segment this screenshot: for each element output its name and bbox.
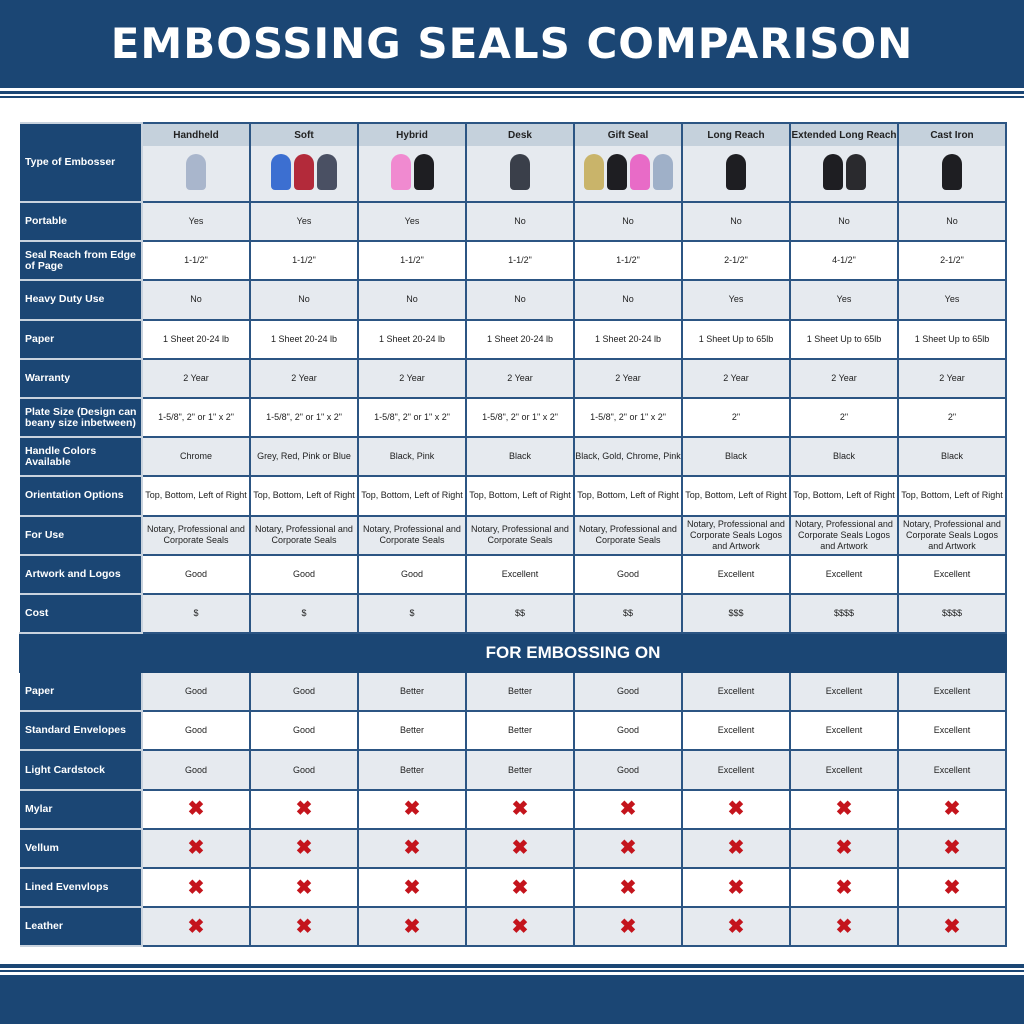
row-label: Standard Envelopes [20,711,142,750]
comparison-table [19,122,1007,947]
table-row [20,398,1006,437]
table-cell: 1-5/8", 2" or 1" x 2" [250,398,358,437]
column-header: Extended Long Reach [790,123,898,146]
table-cell: Black [898,437,1006,476]
table-row [20,672,1006,711]
table-cell: Excellent [898,750,1006,789]
table-cell [790,790,898,829]
table-row [20,790,1006,829]
table-cell [898,829,1006,868]
table-cell: No [574,280,682,319]
table-cell [682,790,790,829]
table-row [20,202,1006,241]
x-mark-icon: ✖ [943,798,961,821]
table-cell [790,829,898,868]
table-cell [142,868,250,907]
table-cell: No [250,280,358,319]
table-cell: 2 Year [790,359,898,398]
divider [0,970,1024,972]
table-cell: Good [358,555,466,594]
x-mark-icon: ✖ [943,915,961,938]
table-cell: Good [142,672,250,711]
x-mark-icon: ✖ [511,915,529,938]
table-cell: Excellent [682,711,790,750]
table-cell: 1 Sheet 20-24 lb [358,320,466,359]
table-cell: 1-1/2" [358,241,466,280]
table-cell: No [790,202,898,241]
table-cell: 1 Sheet 20-24 lb [466,320,574,359]
embosser-shape [726,154,746,190]
table-cell: 2 Year [250,359,358,398]
x-mark-icon: ✖ [187,876,205,899]
table-cell [250,790,358,829]
row-label: Heavy Duty Use [20,280,142,319]
table-cell: Yes [250,202,358,241]
table-cell: Top, Bottom, Left of Right [682,476,790,515]
table-row [20,555,1006,594]
table-cell: 2 Year [898,359,1006,398]
embosser-shape [391,154,411,190]
table-cell: Notary, Professional and Corporate Seals Logos and Artwork [790,516,898,555]
table-cell: $ [142,594,250,633]
table-cell: 2-1/2" [682,241,790,280]
embosser-picture [942,154,962,190]
table-cell [790,868,898,907]
row-label: Paper [20,672,142,711]
column-header: Gift Seal [574,123,682,146]
table-cell: 1-1/2" [250,241,358,280]
table-cell: Black [466,437,574,476]
table-cell: Good [574,750,682,789]
table-cell: 2" [790,398,898,437]
table-row [20,320,1006,359]
table-cell [142,829,250,868]
table-cell: 4-1/2" [790,241,898,280]
embosser-picture [726,154,746,190]
embosser-shape [414,154,434,190]
table-cell [574,907,682,946]
x-mark-icon: ✖ [187,837,205,860]
table-cell: Good [142,711,250,750]
table-cell: Black [682,437,790,476]
table-cell: 1-5/8", 2" or 1" x 2" [574,398,682,437]
table-cell: Excellent [790,672,898,711]
table-cell [898,790,1006,829]
row-label: Warranty [20,359,142,398]
embosser-shape [653,154,673,190]
table-cell: Notary, Professional and Corporate Seals [574,516,682,555]
table-cell: Notary, Professional and Corporate Seals [142,516,250,555]
table-cell: 1 Sheet 20-24 lb [250,320,358,359]
x-mark-icon: ✖ [835,798,853,821]
table-cell: 1 Sheet 20-24 lb [142,320,250,359]
table-cell: 1-5/8", 2" or 1" x 2" [142,398,250,437]
table-cell: 2 Year [682,359,790,398]
divider [0,964,1024,968]
x-mark-icon: ✖ [403,876,421,899]
table-cell: Top, Bottom, Left of Right [466,476,574,515]
x-mark-icon: ✖ [727,837,745,860]
table-cell: Yes [358,202,466,241]
row-label: Mylar [20,790,142,829]
table-row [20,594,1006,633]
table-cell: Better [466,711,574,750]
table-cell: $$$$ [898,594,1006,633]
table-cell: 2-1/2" [898,241,1006,280]
embosser-shape [846,154,866,190]
table-cell: Black, Gold, Chrome, Pink [574,437,682,476]
table-cell [574,790,682,829]
x-mark-icon: ✖ [619,915,637,938]
x-mark-icon: ✖ [943,837,961,860]
table-cell [250,829,358,868]
section-title: FOR EMBOSSING ON [20,633,1006,672]
table-cell: Good [250,750,358,789]
table-cell: Good [250,672,358,711]
table-cell: Good [142,555,250,594]
table-cell: Excellent [466,555,574,594]
table-row [20,829,1006,868]
table-cell: 1 Sheet Up to 65lb [790,320,898,359]
embosser-picture [584,154,673,190]
table-cell: Excellent [790,711,898,750]
table-cell [250,907,358,946]
row-label: Paper [20,320,142,359]
table-cell [682,868,790,907]
embosser-shape [317,154,337,190]
table-cell: 2" [898,398,1006,437]
table-row [20,280,1006,319]
table-cell: Notary, Professional and Corporate Seals Logos and Artwork [898,516,1006,555]
table-cell [358,868,466,907]
table-cell: Good [142,750,250,789]
row-label: Light Cardstock [20,750,142,789]
x-mark-icon: ✖ [403,837,421,860]
table-cell: 1-1/2" [142,241,250,280]
table-cell: Good [574,555,682,594]
table-cell: No [358,280,466,319]
table-cell: Good [574,711,682,750]
x-mark-icon: ✖ [295,837,313,860]
table-row [20,516,1006,555]
table-cell: Top, Bottom, Left of Right [790,476,898,515]
row-label: Orientation Options [20,476,142,515]
row-label: Lined Evenvlops [20,868,142,907]
row-label: Artwork and Logos [20,555,142,594]
table-row [20,868,1006,907]
table-cell: Excellent [682,555,790,594]
row-label: For Use [20,516,142,555]
table-cell: $ [358,594,466,633]
table-row [20,711,1006,750]
table-cell: Good [250,711,358,750]
x-mark-icon: ✖ [943,876,961,899]
table-cell [898,907,1006,946]
table-cell: Better [358,711,466,750]
table-row [20,750,1006,789]
x-mark-icon: ✖ [835,837,853,860]
embosser-picture [391,154,434,190]
page-title: EMBOSSING SEALS COMPARISON [0,0,1024,88]
embosser-picture [823,154,866,190]
table-cell [466,907,574,946]
table-cell: Chrome [142,437,250,476]
row-label: Type of Embosser [20,123,142,202]
table-cell: Good [574,672,682,711]
table-cell: No [574,202,682,241]
x-mark-icon: ✖ [727,915,745,938]
row-label: Leather [20,907,142,946]
divider [0,96,1024,98]
table-cell [250,868,358,907]
embosser-shape [630,154,650,190]
table-cell: Excellent [790,555,898,594]
table-cell: 1-5/8", 2" or 1" x 2" [358,398,466,437]
table-cell: Top, Bottom, Left of Right [898,476,1006,515]
embosser-image [466,146,574,202]
table-cell: Top, Bottom, Left of Right [358,476,466,515]
table-cell [466,829,574,868]
table-cell: 1-1/2" [466,241,574,280]
table-cell: $$$ [682,594,790,633]
table-cell: 2 Year [466,359,574,398]
image-row [20,146,1006,202]
column-header: Cast Iron [898,123,1006,146]
embosser-image [142,146,250,202]
x-mark-icon: ✖ [295,876,313,899]
table-cell: Top, Bottom, Left of Right [142,476,250,515]
table-row [20,241,1006,280]
table-row [20,907,1006,946]
row-label: Seal Reach from Edge of Page [20,241,142,280]
table-cell: $$ [466,594,574,633]
embosser-shape [823,154,843,190]
table-cell: Yes [898,280,1006,319]
table-cell: 1 Sheet 20-24 lb [574,320,682,359]
embosser-shape [607,154,627,190]
table-cell: 1 Sheet Up to 65lb [898,320,1006,359]
row-label: Plate Size (Design can beany size inbetween) [20,398,142,437]
table-cell: Better [466,750,574,789]
table-cell: Top, Bottom, Left of Right [574,476,682,515]
table-cell: Yes [142,202,250,241]
column-header: Hybrid [358,123,466,146]
table-cell: $$ [574,594,682,633]
table-cell: Notary, Professional and Corporate Seals Logos and Artwork [682,516,790,555]
embosser-shape [510,154,530,190]
x-mark-icon: ✖ [511,876,529,899]
table-cell: Excellent [682,672,790,711]
table-cell: Grey, Red, Pink or Blue [250,437,358,476]
embosser-picture [271,154,337,190]
row-label: Vellum [20,829,142,868]
table-cell: Top, Bottom, Left of Right [250,476,358,515]
embosser-shape [271,154,291,190]
table-cell [682,829,790,868]
table-cell: No [466,202,574,241]
x-mark-icon: ✖ [295,915,313,938]
table-cell [142,790,250,829]
table-cell: Better [358,750,466,789]
table-cell: Excellent [898,711,1006,750]
table-cell [574,868,682,907]
embosser-picture [510,154,530,190]
table-cell: No [682,202,790,241]
embosser-image [790,146,898,202]
embosser-image [358,146,466,202]
x-mark-icon: ✖ [727,876,745,899]
table-cell [142,907,250,946]
embosser-shape [942,154,962,190]
x-mark-icon: ✖ [727,798,745,821]
x-mark-icon: ✖ [403,915,421,938]
table-cell: 2 Year [142,359,250,398]
table-cell: Notary, Professional and Corporate Seals [358,516,466,555]
table-row [20,359,1006,398]
embosser-image [682,146,790,202]
x-mark-icon: ✖ [511,798,529,821]
table-cell: 2 Year [574,359,682,398]
x-mark-icon: ✖ [295,798,313,821]
table-cell [466,868,574,907]
table-cell: Black [790,437,898,476]
table-cell: Notary, Professional and Corporate Seals [466,516,574,555]
table-cell: 1-1/2" [574,241,682,280]
table-cell: No [142,280,250,319]
row-label: Portable [20,202,142,241]
section-row [20,633,1006,672]
table-cell: 1-5/8", 2" or 1" x 2" [466,398,574,437]
table-cell [790,907,898,946]
row-label: Handle Colors Available [20,437,142,476]
column-header: Soft [250,123,358,146]
x-mark-icon: ✖ [187,798,205,821]
table-cell [358,829,466,868]
table-cell: Better [466,672,574,711]
x-mark-icon: ✖ [511,837,529,860]
table-cell: 2" [682,398,790,437]
x-mark-icon: ✖ [835,876,853,899]
embosser-shape [186,154,206,190]
x-mark-icon: ✖ [835,915,853,938]
table-cell: Yes [682,280,790,319]
divider [0,91,1024,94]
table-cell [898,868,1006,907]
table-cell: 2 Year [358,359,466,398]
table-cell: Excellent [682,750,790,789]
table-cell: $$$$ [790,594,898,633]
table-cell: Black, Pink [358,437,466,476]
x-mark-icon: ✖ [403,798,421,821]
table-cell: Good [250,555,358,594]
table-cell [466,790,574,829]
table-cell: Excellent [898,672,1006,711]
header-row [20,123,1006,146]
table-cell: 1 Sheet Up to 65lb [682,320,790,359]
table-cell: Excellent [898,555,1006,594]
column-header: Handheld [142,123,250,146]
table-cell [574,829,682,868]
table-row [20,437,1006,476]
table-cell [358,907,466,946]
column-header: Long Reach [682,123,790,146]
row-label: Cost [20,594,142,633]
x-mark-icon: ✖ [187,915,205,938]
x-mark-icon: ✖ [619,876,637,899]
table-cell: $ [250,594,358,633]
x-mark-icon: ✖ [619,837,637,860]
x-mark-icon: ✖ [619,798,637,821]
table-row [20,476,1006,515]
column-header: Desk [466,123,574,146]
table-cell: Excellent [790,750,898,789]
embosser-image [250,146,358,202]
table-cell: Notary, Professional and Corporate Seals [250,516,358,555]
embosser-picture [186,154,206,190]
footer-band [0,975,1024,1024]
embosser-image [574,146,682,202]
table-cell [358,790,466,829]
embosser-shape [294,154,314,190]
embosser-image [898,146,1006,202]
embosser-shape [584,154,604,190]
table-cell: No [466,280,574,319]
table-cell: Better [358,672,466,711]
table-cell: No [898,202,1006,241]
table-cell: Yes [790,280,898,319]
table-cell [682,907,790,946]
